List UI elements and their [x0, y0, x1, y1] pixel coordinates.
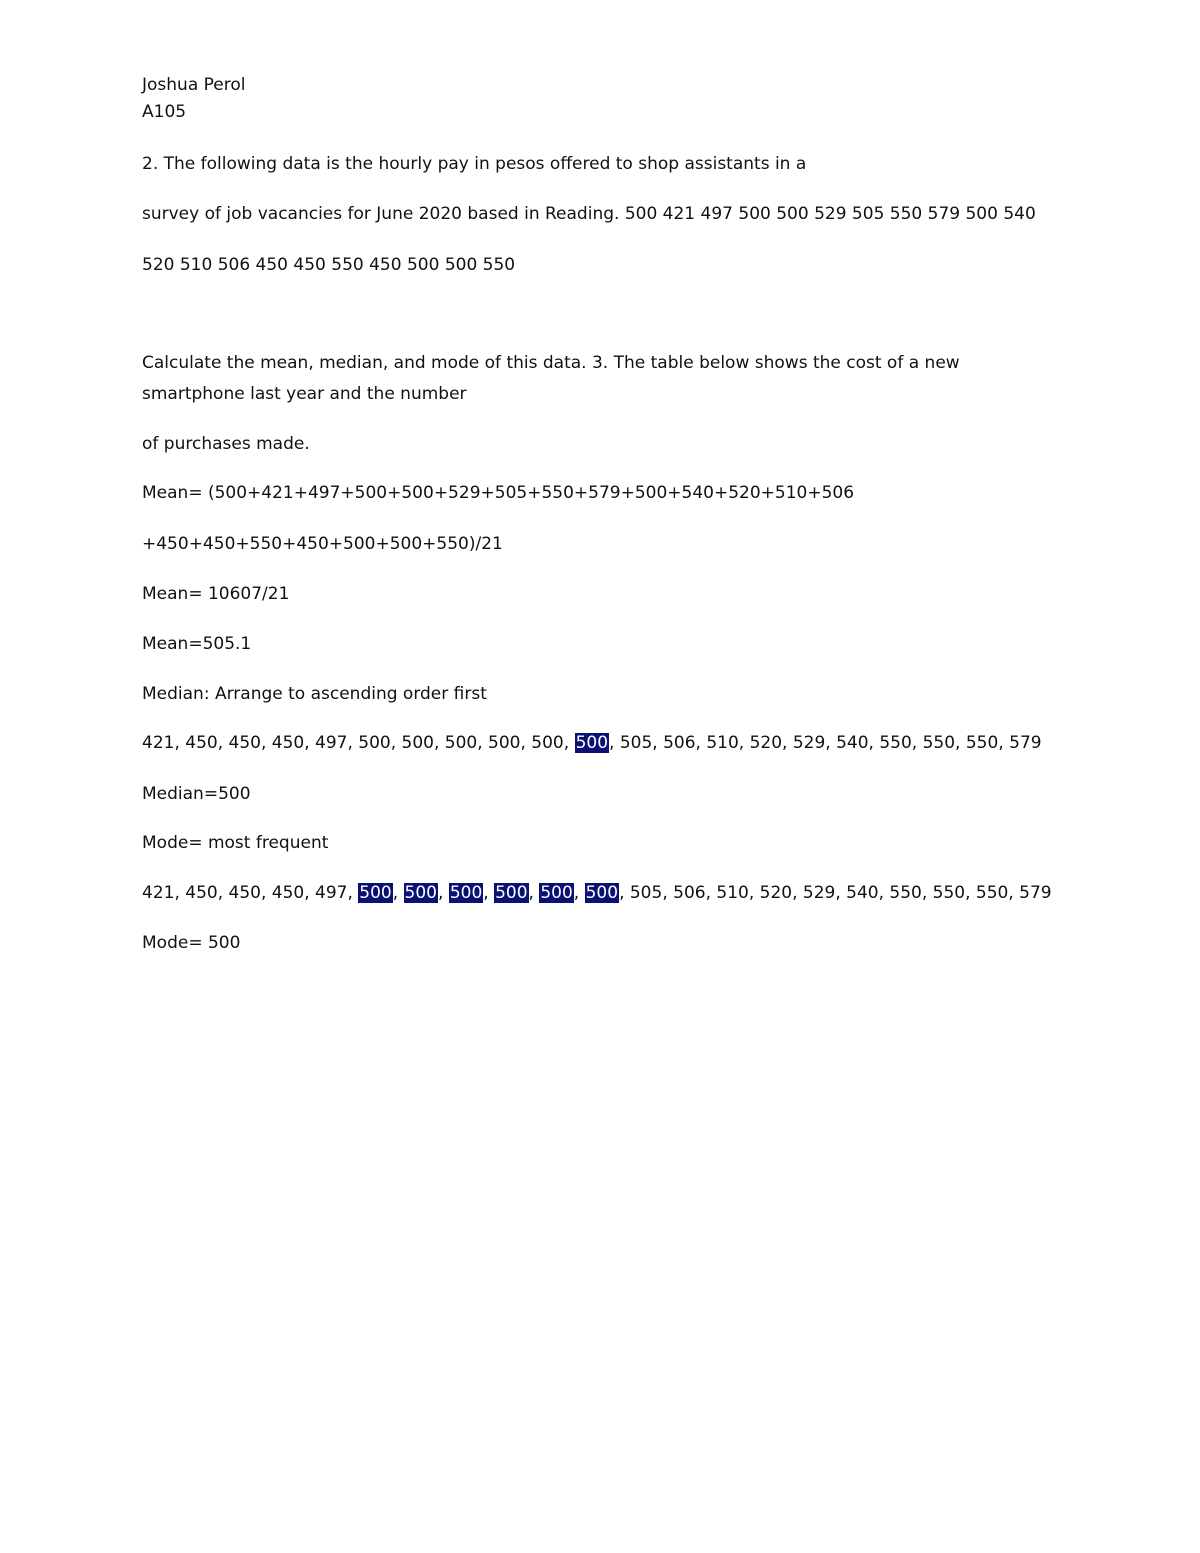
question2-line1: 2. The following data is the hourly pay in pesos offered to shop assistants in a	[142, 154, 807, 174]
section-code: A105	[142, 102, 187, 122]
question2-line2: survey of job vacancies for June 2020 based in Reading. 500 421 497 500 500 529 505 550 579 500 540	[142, 204, 1036, 224]
median-result: Median=500	[142, 784, 251, 804]
instruction-line2: smartphone last year and the number	[142, 384, 467, 404]
author-name: Joshua Perol	[142, 75, 246, 95]
median-heading: Median: Arrange to ascending order first	[142, 684, 487, 704]
median-sequence	[142, 732, 1042, 754]
mode-highlight: 500	[585, 883, 619, 903]
instruction-line1: Calculate the mean, median, and mode of this data. 3. The table below shows the cost of a new	[142, 353, 960, 373]
median-seq-before: 421, 450, 450, 450, 497, 500, 500, 500, 500, 500,	[142, 733, 570, 753]
mode-highlight: 500	[359, 883, 392, 903]
mean-result: Mean=505.1	[142, 634, 252, 654]
median-seq-after: , 505, 506, 510, 520, 529, 540, 550, 550, 550, 579	[609, 733, 1042, 753]
mode-seq-after: , 505, 506, 510, 520, 529, 540, 550, 550, 550, 579	[619, 883, 1052, 903]
question2-line3: 520 510 506 450 450 550 450 500 500 550	[142, 255, 516, 275]
mode-highlight: 500	[495, 883, 528, 903]
mode-highlight: 500	[540, 883, 573, 903]
mode-highlight: 500	[404, 883, 437, 903]
mean-formula-line1: Mean= (500+421+497+500+500+529+505+550+579+500+540+520+510+506	[142, 483, 855, 503]
instruction-line3: of purchases made.	[142, 434, 310, 454]
mode-heading: Mode= most frequent	[142, 833, 329, 853]
mode-highlight: 500	[449, 883, 483, 903]
mode-result: Mode= 500	[142, 933, 241, 953]
mean-fraction: Mean= 10607/21	[142, 584, 290, 604]
mode-seq-before: 421, 450, 450, 450, 497,	[142, 883, 353, 903]
median-highlight: 500	[575, 733, 609, 753]
mean-formula-line2: +450+450+550+450+500+500+550)/21	[142, 534, 503, 554]
mode-sequence: 421, 450, 450, 450, 497, 500, 500, 500, 500, 500, 500, 505, 506, 510, 520, 529, 540, 550, 550, 550, 579	[142, 883, 1052, 903]
